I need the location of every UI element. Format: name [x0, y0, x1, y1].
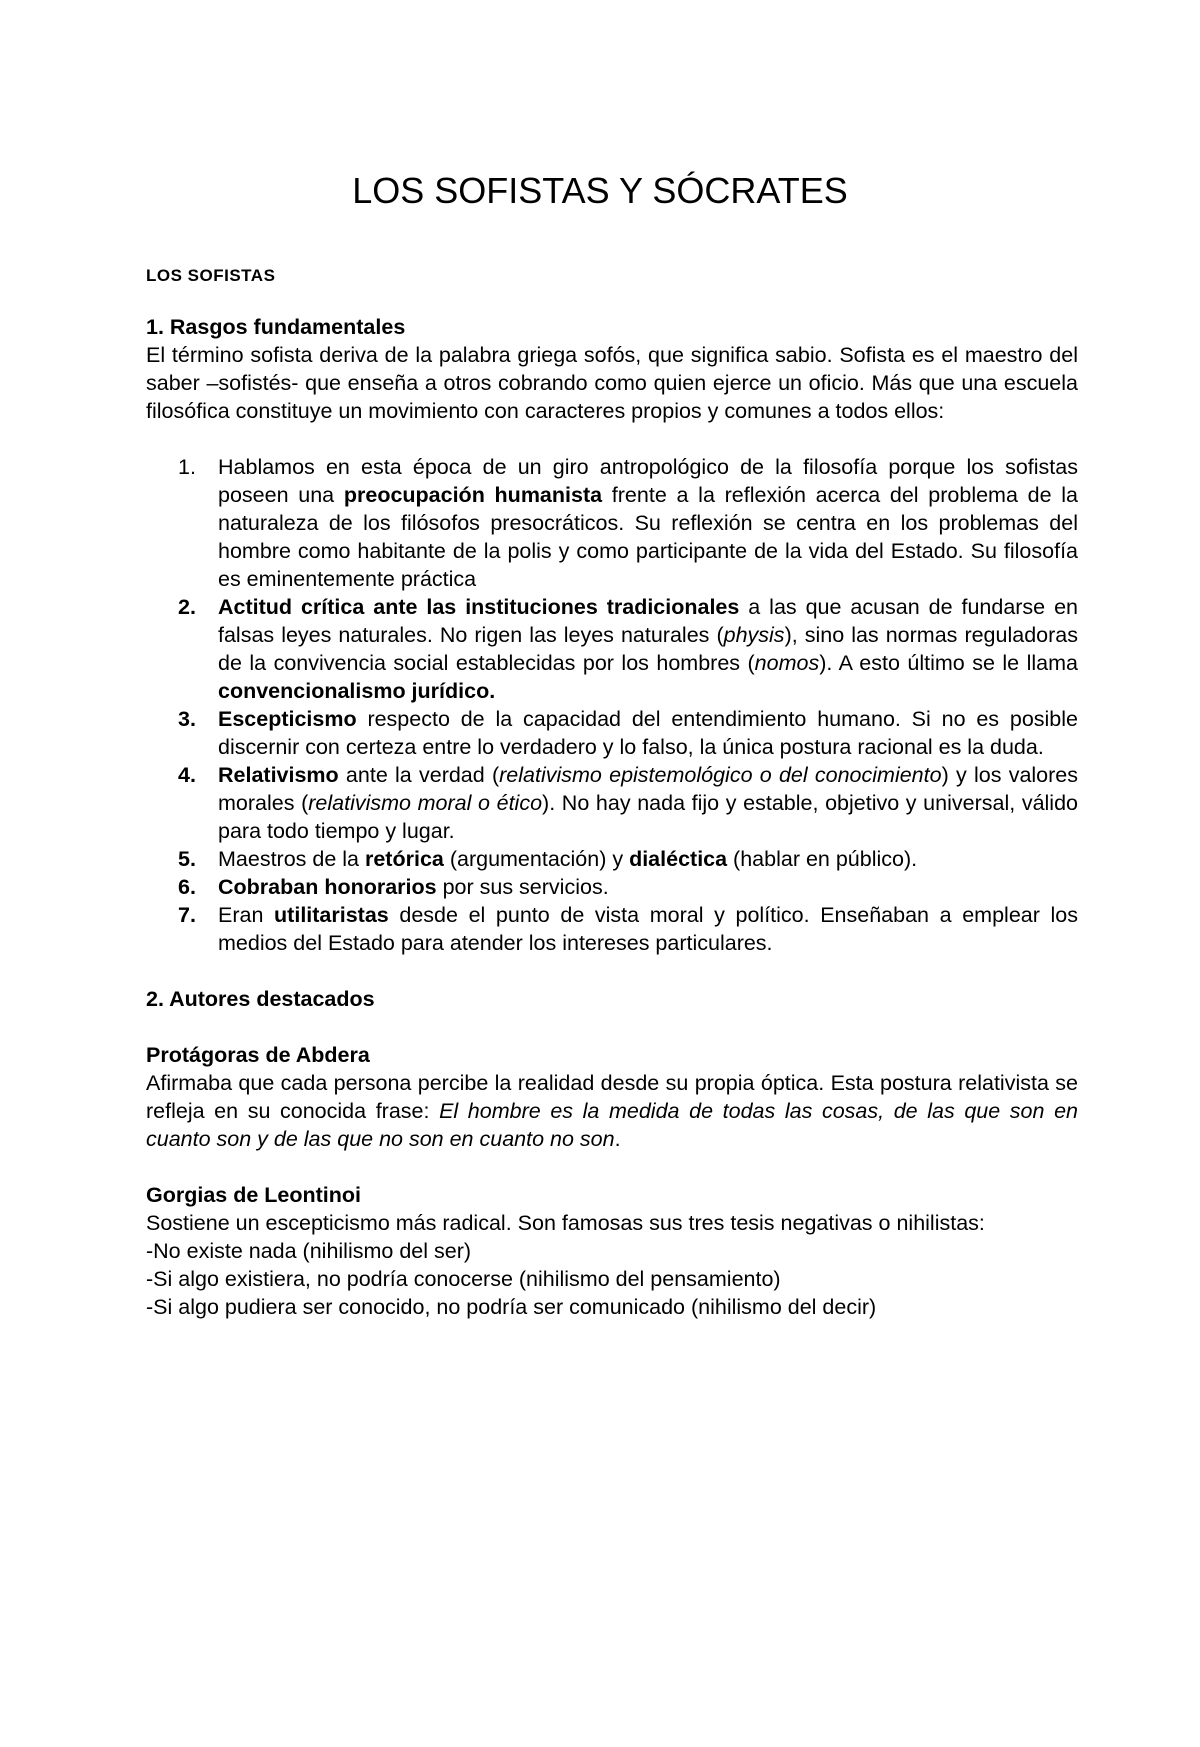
list-item: 2. Actitud crítica ante las instituciones tradicionales a las que acusan de fundarse en falsas leyes naturales. No rigen las leyes naturales (physis), sino las normas reguladoras de la convivencia social establecidas por los hombres (nomos). A esto último se le llama convencionalismo jurídico. [178, 595, 1078, 703]
rasgos-list [146, 453, 1078, 957]
list-number: 4. [178, 763, 196, 787]
rasgos-heading: 1. Rasgos fundamentales [146, 315, 406, 339]
list-number: 2. [178, 595, 196, 619]
protagoras-quote: El hombre es la medida de todas las cosas, de las que son en cuanto son y de las que no son en cuanto no son [146, 1099, 1078, 1151]
protagoras-heading: Protágoras de Abdera [146, 1043, 370, 1067]
gorgias-thesis: -Si algo existiera, no podría conocerse (nihilismo del pensamiento) [146, 1267, 781, 1291]
section-label: LOS SOFISTAS [146, 266, 276, 285]
list-item: 4. Relativismo ante la verdad (relativismo epistemológico o del conocimiento) y los valores morales (relativismo moral o ético). No hay nada fijo y estable, objetivo y universal, válido para todo tiempo y lugar. [178, 763, 1078, 843]
gorgias-thesis: -Si algo pudiera ser conocido, no podría ser comunicado (nihilismo del decir) [146, 1295, 877, 1319]
gorgias-heading: Gorgias de Leontinoi [146, 1183, 362, 1207]
list-number: 3. [178, 707, 196, 731]
gorgias-thesis: -No existe nada (nihilismo del ser) [146, 1239, 472, 1263]
document-title: LOS SOFISTAS Y SÓCRATES [352, 170, 848, 211]
list-item: 5. Maestros de la retórica (argumentación) y dialéctica (hablar en público). [178, 847, 918, 871]
list-number: 1. [178, 455, 196, 479]
list-number: 5. [178, 847, 196, 871]
list-number: 6. [178, 875, 196, 899]
autores-heading: 2. Autores destacados [146, 987, 375, 1011]
protagoras-text: Afirmaba que cada persona percibe la realidad desde su propia óptica. Esta postura relativista se refleja en su conocida frase: El hombre es la medida de todas las cosas, de las que son en cuanto son y de las que no son en cuanto no son. [146, 1071, 1078, 1151]
list-item: 6. Cobraban honorarios por sus servicios. [178, 875, 609, 899]
list-item: 7. Eran utilitaristas desde el punto de vista moral y político. Enseñaban a emplear los medios del Estado para atender los intereses particulares. [178, 903, 1078, 955]
rasgos-intro: El término sofista deriva de la palabra griega sofós, que significa sabio. Sofista es el maestro del saber –sofistés- que enseña a otros cobrando como quien ejerce un oficio. Más que una escuela filosófica constituye un movimiento con caracteres propios y comunes a todos ellos: [146, 343, 1078, 423]
document-body [146, 262, 1078, 1321]
list-number: 7. [178, 903, 196, 927]
gorgias-intro: Sostiene un escepticismo más radical. Son famosas sus tres tesis negativas o nihilistas: [146, 1211, 985, 1235]
list-item: 1. Hablamos en esta época de un giro antropológico de la filosofía porque los sofistas poseen una preocupación humanista frente a la reflexión acerca del problema de la naturaleza de los filósofos presocráticos. Su reflexión se centra en los problemas del hombre como habitante de la polis y como participante de la vida del Estado. Su filosofía es eminentemente práctica [178, 455, 1079, 591]
list-item: 3. Escepticismo respecto de la capacidad del entendimiento humano. Si no es posible discernir con certeza entre lo verdadero y lo falso, la única postura racional es la duda. [178, 707, 1078, 759]
